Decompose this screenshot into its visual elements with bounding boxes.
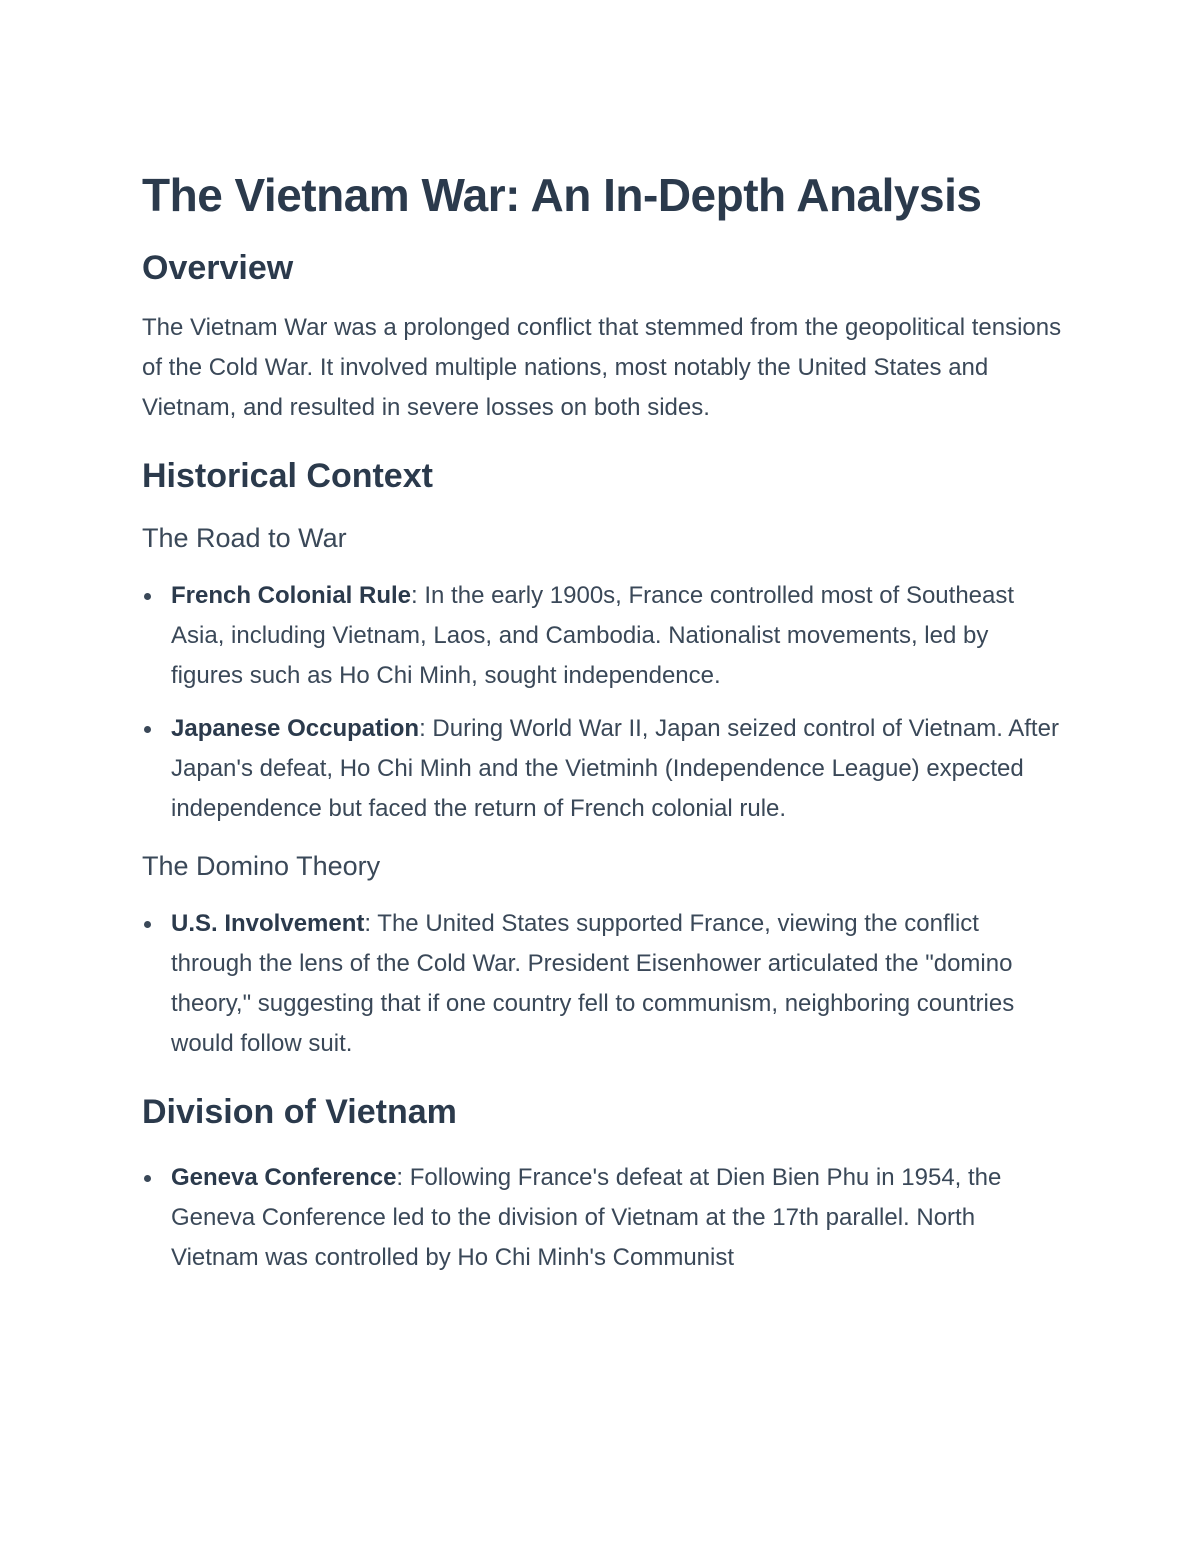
list-item-label: Geneva Conference: [171, 1164, 397, 1191]
list-item-text: : During World War II, Japan seized control of Vietnam. After Japan's defeat, Ho Chi Minh and the Vietminh (Independence League) expected independence but faced the return of French colonial rule.: [171, 715, 1059, 822]
list-item-label: Japanese Occupation: [171, 715, 420, 742]
section-heading-overview: Overview: [142, 249, 294, 287]
overview-paragraph: The Vietnam War was a prolonged conflict that stemmed from the geopolitical tensions of the Cold War. It involved multiple nations, most notably the United States and Vietnam, and resulted in severe losses on both sides.: [142, 314, 1062, 421]
list-item-japanese-occupation: [142, 709, 1062, 829]
division-list: [142, 1158, 1062, 1278]
road-to-war-list: [142, 576, 1062, 829]
section-heading-historical-context: Historical Context: [142, 457, 433, 495]
list-item-label: U.S. Involvement: [171, 910, 365, 937]
document-page: [142, 160, 1062, 1278]
list-item-us-involvement: [142, 904, 1062, 1064]
list-item-text: : The United States supported France, viewing the conflict through the lens of the Cold War. President Eisenhower articulated the "domino theory," suggesting that if one country fell to communism, neighboring countries would follow suit.: [171, 910, 1015, 1057]
list-item-label: French Colonial Rule: [171, 582, 412, 609]
list-item-geneva-conference: [142, 1158, 1062, 1278]
section-heading-division-of-vietnam: Division of Vietnam: [142, 1093, 457, 1131]
list-item-french-colonial-rule: [142, 576, 1062, 696]
subheading-domino-theory: The Domino Theory: [142, 851, 381, 881]
list-item-text: : Following France's defeat at Dien Bien Phu in 1954, the Geneva Conference led to the division of Vietnam at the 17th parallel. North Vietnam was controlled by Ho Chi Minh's Communist: [171, 1164, 1002, 1271]
subheading-road-to-war: The Road to War: [142, 523, 347, 553]
domino-theory-list: [142, 904, 1062, 1064]
list-item-text: : In the early 1900s, France controlled most of Southeast Asia, including Vietnam, Laos, and Cambodia. Nationalist movements, led by figures such as Ho Chi Minh, sought independence.: [171, 582, 1015, 689]
document-title: The Vietnam War: An In-Depth Analysis: [142, 169, 982, 221]
